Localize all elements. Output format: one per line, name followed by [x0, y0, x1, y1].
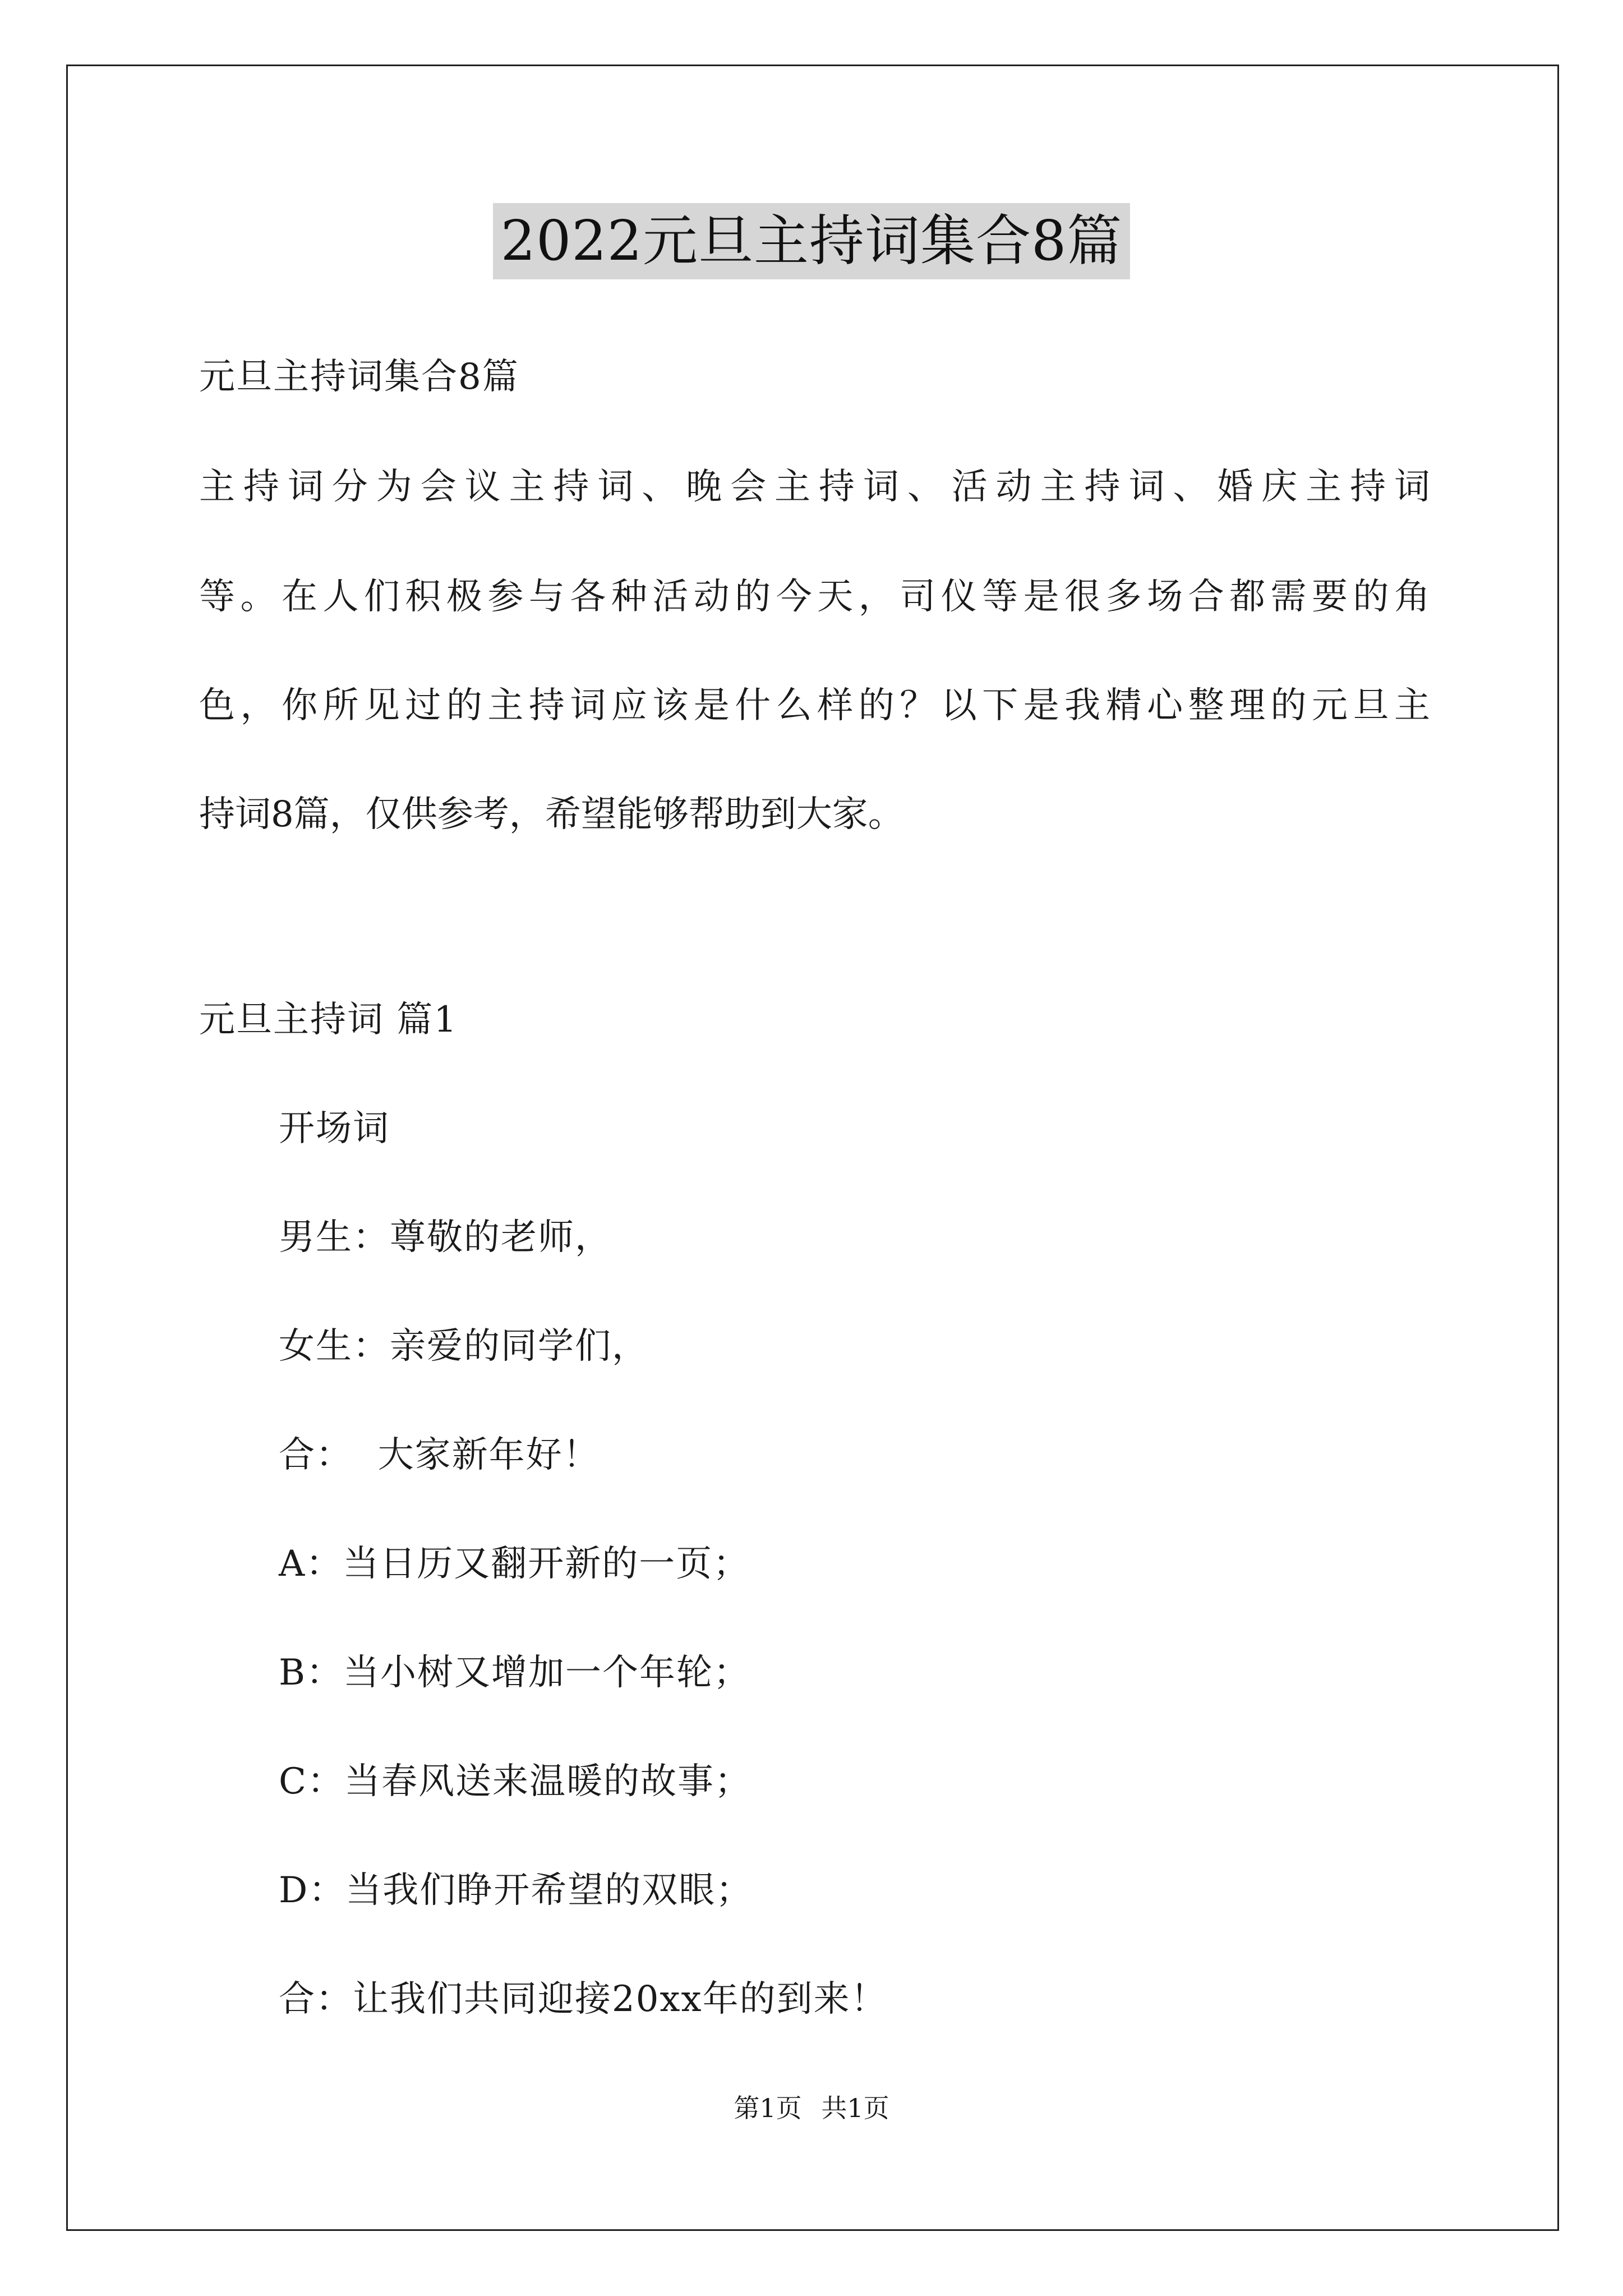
section-line-4: 合： 大家新年好！ — [279, 1434, 600, 1476]
section-line-2: 男生：尊敬的老师， — [279, 1217, 612, 1258]
page-footer — [0, 2091, 1623, 2125]
document-subtitle: 元旦主持词集合8篇 — [199, 356, 519, 398]
document-title: 2022元旦主持词集合8篇 — [493, 203, 1131, 279]
section-line-6: B：当小树又增加一个年轮； — [279, 1652, 751, 1694]
section-line-8: D：当我们睁开希望的双眼； — [279, 1870, 753, 1911]
section-heading: 元旦主持词 篇1 — [199, 999, 458, 1041]
page-total-label: 共1页 — [821, 2093, 889, 2123]
section-line-5: A：当日历又翻开新的一页； — [279, 1543, 750, 1585]
section-line-7: C：当春风送来温暖的故事； — [279, 1761, 751, 1802]
intro-line-4: 持词8篇，仅供参考，希望能够帮助到大家。 — [199, 794, 904, 835]
intro-line-2: 等。在人们积极参与各种活动的今天，司仪等是很多场合都需要的角 — [199, 576, 1430, 618]
title-container — [0, 203, 1623, 279]
intro-line-1: 主持词分为会议主持词、晚会主持词、活动主持词、婚庆主持词 — [199, 466, 1430, 508]
page-number-label: 第1页 — [734, 2093, 802, 2123]
section-line-1: 开场词 — [279, 1108, 390, 1149]
intro-line-3: 色，你所见过的主持词应该是什么样的？以下是我精心整理的元旦主 — [199, 685, 1430, 726]
section-line-3: 女生：亲爱的同学们， — [279, 1326, 649, 1367]
section-line-9: 合：让我们共同迎接20xx年的到来！ — [279, 1978, 888, 2020]
